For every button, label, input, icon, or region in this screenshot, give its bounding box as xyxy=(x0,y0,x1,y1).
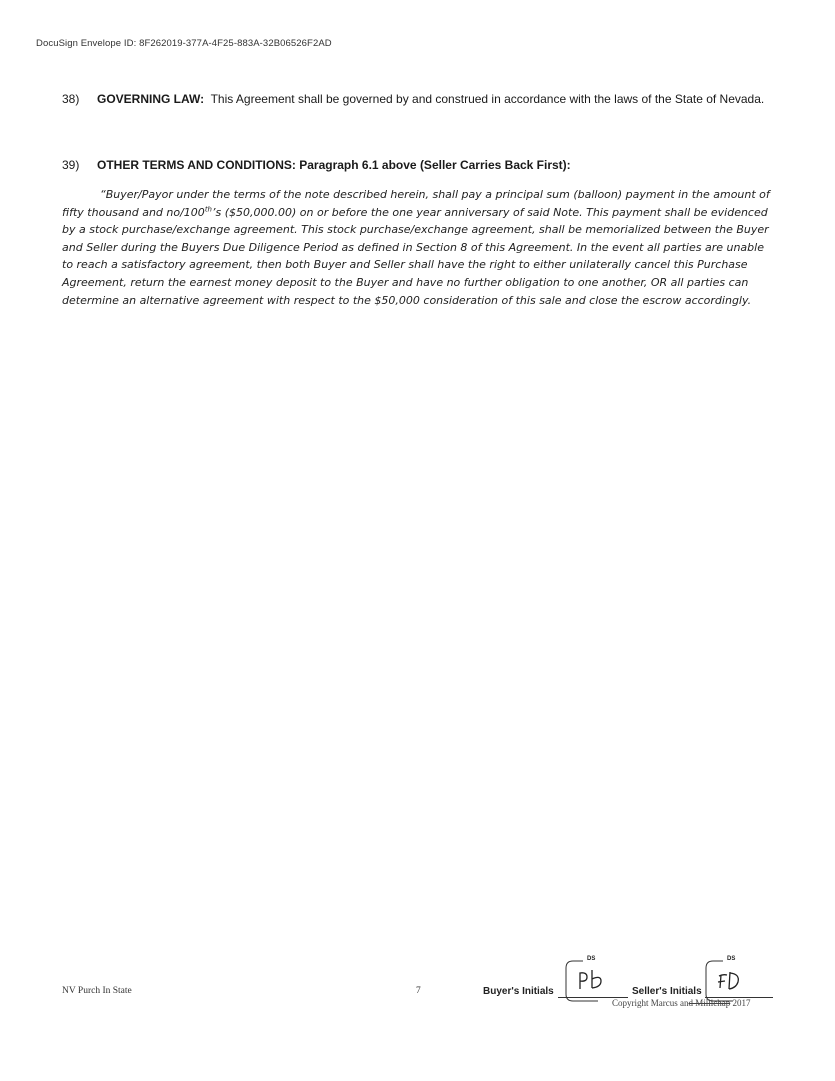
section-text: This Agreement shall be governed by and construed in accordance with the laws of the State of Nevada. xyxy=(210,92,765,106)
form-name: NV Purch In State xyxy=(62,986,132,996)
copyright-text: Copyright Marcus an xyxy=(612,998,689,1008)
copyright-year: 2017 xyxy=(730,998,751,1008)
copyright-notice xyxy=(612,998,751,1008)
quote-text-part2: ’s ($50,000.00) on or before the one year anniversary of said Note. This payment shall be evidenced by a stock purchase/exchange agreement. This stock purchase/exchange agreement, shall be memorialized between the Buyer and Seller during the Buyers Due Diligence Period as defined in Section 8 of this Agreement. In the event all parties are unable to reach a satisfactory agreement, then both Buyer and Seller shall have the right to either unilaterally cancel this Purchase Agreement, return the earnest money deposit to the Buyer and have no further obligation to one another, OR all parties can determine an alternative agreement with respect to the $50,000 consideration of this sale and close the escrow accordingly. xyxy=(62,205,769,307)
envelope-id: DocuSign Envelope ID: 8F262019-377A-4F25-883A-32B06526F2AD xyxy=(36,38,332,49)
section-38 xyxy=(62,92,782,106)
buyer-initials-label: Buyer's Initials xyxy=(483,986,554,997)
section-number: 39) xyxy=(62,158,80,172)
section-heading: OTHER TERMS AND CONDITIONS: Paragraph 6.1 above (Seller Carries Back First): xyxy=(97,158,571,172)
ds-label: DS xyxy=(727,956,736,962)
section-39 xyxy=(62,158,782,172)
section-heading: GOVERNING LAW: xyxy=(97,92,205,106)
section-number: 38) xyxy=(62,92,80,106)
copyright-struck-text: d Millichap xyxy=(688,998,731,1008)
quote-text-part1: “Buyer/Payor under the terms of the note described herein, shall pay a principal sum (balloon) payment in the amount of fifty thousand and no/100 xyxy=(62,188,770,219)
quote-superscript: th xyxy=(204,204,212,213)
ds-label: DS xyxy=(587,956,596,962)
page-number: 7 xyxy=(416,986,421,996)
additional-terms-paragraph xyxy=(62,186,774,309)
seller-initials-label: Seller's Initials xyxy=(632,986,702,997)
